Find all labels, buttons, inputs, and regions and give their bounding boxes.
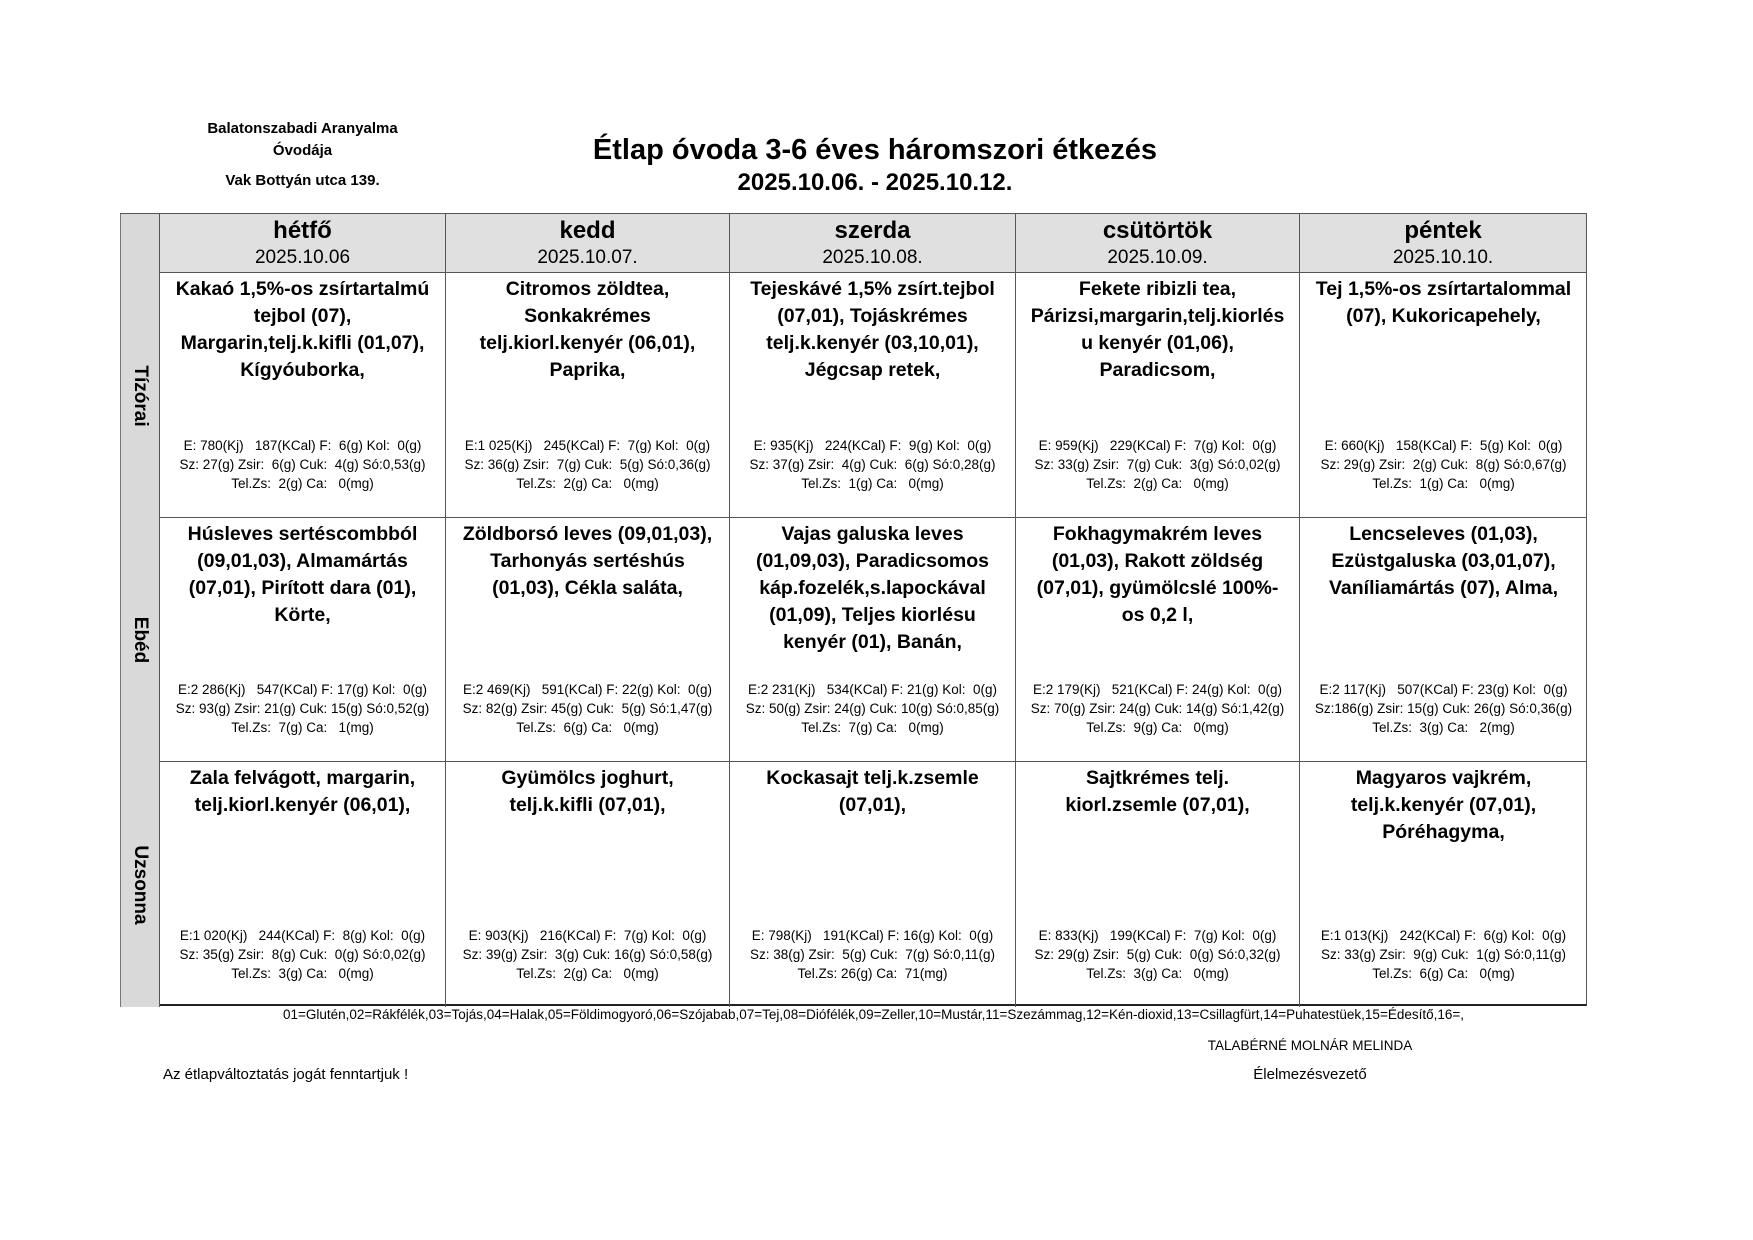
menu-cell: [730, 518, 1016, 762]
day-date: 2025.10.09.: [1107, 247, 1208, 268]
menu-cell: [1016, 518, 1300, 762]
nutrition-info: [160, 680, 445, 737]
nutrition-line: E:1 025(Kj) 245(KCal) F: 7(g) Kol: 0(g): [464, 438, 711, 453]
menu-cell: [730, 762, 1016, 1007]
nutrition-line: Tel.Zs: 3(g) Ca: 2(mg): [1372, 720, 1515, 735]
nutrition-line: E: 780(Kj) 187(KCal) F: 6(g) Kol: 0(g): [183, 438, 422, 453]
org-address: Vak Bottyán utca 139.: [225, 172, 380, 189]
nutrition-info: [1016, 926, 1299, 983]
nutrition-info: [446, 680, 729, 737]
menu-line: káp.fozelék,s.lapockával: [759, 577, 986, 599]
nutrition-info: [160, 436, 445, 493]
menu-items: [160, 762, 445, 819]
nutrition-line: Sz: 27(g) Zsir: 6(g) Cuk: 4(g) Só:0,53(g): [179, 457, 426, 472]
menu-line: (01,09), Teljes kiorlésu: [769, 604, 976, 626]
menu-line: telj.k.kifli (07,01),: [509, 794, 666, 816]
nutrition-info: [1300, 926, 1587, 983]
menu-line: Magyaros vajkrém,: [1355, 767, 1532, 789]
menu-line: (07,01),: [838, 794, 907, 816]
menu-line: Gyümölcs joghurt,: [501, 767, 674, 789]
menu-items: [446, 273, 729, 384]
org-name-line2: Óvodája: [272, 142, 333, 159]
menu-line: Párizsi,margarin,telj.kiorlés: [1030, 305, 1285, 327]
date-range: 2025.10.06. - 2025.10.12.: [737, 169, 1013, 196]
menu-line: tejbol (07),: [253, 305, 352, 327]
nutrition-line: Sz: 33(g) Zsir: 9(g) Cuk: 1(g) Só:0,11(g): [1320, 947, 1567, 962]
day-header-4: [1300, 214, 1587, 273]
day-date: 2025.10.08.: [822, 247, 923, 268]
nutrition-info: [160, 926, 445, 983]
menu-line: u kenyér (01,06),: [1081, 332, 1234, 354]
nutrition-line: Tel.Zs: 7(g) Ca: 0(mg): [801, 720, 944, 735]
menu-cell: [160, 273, 446, 518]
allergen-legend: 01=Glutén,02=Rákfélék,03=Tojás,04=Halak,05=Földimogyoró,06=Szójabab,07=Tej,08=Diófélék,09=Zeller,10=Mustár,11=Szezámmag,12=Kén-dioxid,13=Csillagfürt,14=Puhatestüek,15=Édesítő,16=,: [282, 1007, 1465, 1022]
day-name: kedd: [559, 217, 616, 244]
nutrition-line: Sz: 29(g) Zsir: 5(g) Cuk: 0(g) Só:0,32(g): [1034, 947, 1281, 962]
menu-line: telj.k.kenyér (07,01),: [1350, 794, 1537, 816]
meal-label: Uzsonna: [130, 844, 151, 925]
menu-line: Citromos zöldtea,: [505, 278, 670, 300]
nutrition-line: Tel.Zs: 9(g) Ca: 0(mg): [1086, 720, 1229, 735]
menu-items: [446, 518, 729, 602]
meal-row-label-0: [120, 273, 160, 518]
menu-line: telj.kiorl.kenyér (06,01),: [479, 332, 696, 354]
nutrition-line: E:2 286(Kj) 547(KCal) F: 17(g) Kol: 0(g): [177, 682, 428, 697]
nutrition-line: Sz: 33(g) Zsir: 7(g) Cuk: 3(g) Só:0,02(g): [1034, 457, 1281, 472]
day-date: 2025.10.07.: [537, 247, 638, 268]
menu-title-block: [440, 132, 1310, 198]
menu-line: (01,03), Rakott zöldség: [1051, 550, 1264, 572]
menu-line: Zöldborsó leves (09,01,03),: [462, 523, 713, 545]
menu-items: [446, 762, 729, 819]
menu-line: (09,01,03), Almamártás: [197, 550, 408, 572]
menu-items: [1300, 762, 1587, 846]
nutrition-line: Sz: 39(g) Zsir: 3(g) Cuk: 16(g) Só:0,58(g): [462, 947, 713, 962]
day-name: hétfő: [273, 217, 332, 244]
nutrition-line: E: 798(Kj) 191(KCal) F: 16(g) Kol: 0(g): [751, 928, 994, 943]
menu-line: (07), Kukoricapehely,: [1346, 305, 1541, 327]
nutrition-line: E: 660(Kj) 158(KCal) F: 5(g) Kol: 0(g): [1324, 438, 1563, 453]
menu-items: [1016, 273, 1299, 384]
menu-items: [1016, 762, 1299, 819]
nutrition-info: [1016, 436, 1299, 493]
menu-line: (01,09,03), Paradicsomos: [755, 550, 990, 572]
menu-line: Margarin,telj.k.kifli (01,07),: [180, 332, 425, 354]
nutrition-line: Tel.Zs: 2(g) Ca: 0(mg): [516, 966, 659, 981]
menu-line: Fokhagymakrém leves: [1052, 523, 1263, 545]
nutrition-line: Sz: 29(g) Zsir: 2(g) Cuk: 8(g) Só:0,67(g): [1320, 457, 1567, 472]
menu-line: Tej 1,5%-os zsírtartalommal: [1315, 278, 1572, 300]
nutrition-line: Sz: 82(g) Zsir: 45(g) Cuk: 5(g) Só:1,47(g): [462, 701, 713, 716]
menu-line: Paradicsom,: [1099, 359, 1216, 381]
menu-line: Vaníliamártás (07), Alma,: [1328, 577, 1559, 599]
day-name: csütörtök: [1102, 217, 1213, 244]
nutrition-info: [730, 436, 1015, 493]
nutrition-line: Sz: 36(g) Zsir: 7(g) Cuk: 5(g) Só:0,36(g): [464, 457, 711, 472]
nutrition-line: Tel.Zs: 1(g) Ca: 0(mg): [1372, 476, 1515, 491]
signer-role: Élelmezésvezető: [1253, 1066, 1367, 1083]
menu-items: [1300, 518, 1587, 602]
nutrition-line: E:1 020(Kj) 244(KCal) F: 8(g) Kol: 0(g): [179, 928, 426, 943]
change-notice: Az étlapváltoztatás jogát fenntartjuk !: [163, 1066, 409, 1083]
nutrition-line: E: 833(Kj) 199(KCal) F: 7(g) Kol: 0(g): [1038, 928, 1277, 943]
nutrition-info: [730, 680, 1015, 737]
meal-row-label-2: [120, 762, 160, 1007]
day-header-2: [730, 214, 1016, 273]
table-corner: [120, 214, 160, 273]
menu-cell: [160, 762, 446, 1007]
nutrition-line: Tel.Zs: 6(g) Ca: 0(mg): [516, 720, 659, 735]
day-header-3: [1016, 214, 1300, 273]
day-name: péntek: [1404, 217, 1482, 244]
nutrition-line: Tel.Zs: 6(g) Ca: 0(mg): [1372, 966, 1515, 981]
menu-items: [730, 273, 1015, 384]
menu-line: Húsleves sertéscombból: [187, 523, 418, 545]
nutrition-line: E:2 117(Kj) 507(KCal) F: 23(g) Kol: 0(g): [1319, 682, 1568, 697]
menu-line: Ezüstgaluska (03,01,07),: [1331, 550, 1556, 572]
nutrition-line: E: 935(Kj) 224(KCal) F: 9(g) Kol: 0(g): [753, 438, 992, 453]
menu-items: [1016, 518, 1299, 629]
menu-line: Sajtkrémes telj.: [1085, 767, 1230, 789]
menu-line: Lencseleves (01,03),: [1349, 523, 1538, 545]
menu-line: Póréhagyma,: [1382, 821, 1505, 843]
nutrition-line: Tel.Zs: 1(g) Ca: 0(mg): [801, 476, 944, 491]
nutrition-info: [1016, 680, 1299, 737]
menu-cell: [446, 273, 730, 518]
nutrition-line: Tel.Zs: 2(g) Ca: 0(mg): [231, 476, 374, 491]
menu-cell: [160, 518, 446, 762]
nutrition-info: [730, 926, 1015, 983]
menu-line: Zala felvágott, margarin,: [189, 767, 416, 789]
nutrition-line: Sz: 38(g) Zsir: 5(g) Cuk: 7(g) Só:0,11(g): [749, 947, 996, 962]
nutrition-line: Sz:186(g) Zsir: 15(g) Cuk: 26(g) Só:0,36(g): [1314, 701, 1573, 716]
menu-line: (01,03), Cékla saláta,: [492, 577, 683, 599]
nutrition-line: E: 959(Kj) 229(KCal) F: 7(g) Kol: 0(g): [1038, 438, 1277, 453]
menu-table: [120, 213, 1587, 1006]
page-title: Étlap óvoda 3-6 éves háromszori étkezés: [592, 134, 1158, 166]
nutrition-line: Sz: 93(g) Zsir: 21(g) Cuk: 15(g) Só:0,52(g): [175, 701, 430, 716]
org-name-line1: Balatonszabadi Aranyalma: [207, 120, 398, 137]
menu-cell: [1016, 762, 1300, 1007]
menu-line: Sonkakrémes: [524, 305, 651, 327]
organization-info: [180, 118, 425, 192]
nutrition-info: [446, 926, 729, 983]
nutrition-line: Sz: 37(g) Zsir: 4(g) Cuk: 6(g) Só:0,28(g): [749, 457, 996, 472]
nutrition-info: [1300, 436, 1587, 493]
nutrition-line: Tel.Zs: 2(g) Ca: 0(mg): [1086, 476, 1229, 491]
menu-line: kiorl.zsemle (07,01),: [1065, 794, 1250, 816]
menu-items: [730, 518, 1015, 656]
meal-label: Ebéd: [130, 616, 151, 664]
menu-cell: [446, 762, 730, 1007]
nutrition-info: [1300, 680, 1587, 737]
menu-line: Kígyóuborka,: [240, 359, 365, 381]
nutrition-line: Tel.Zs: 2(g) Ca: 0(mg): [516, 476, 659, 491]
day-header-0: [160, 214, 446, 273]
nutrition-line: E:1 013(Kj) 242(KCal) F: 6(g) Kol: 0(g): [1320, 928, 1567, 943]
day-date: 2025.10.06: [254, 247, 351, 268]
signer-name: TALABÉRNÉ MOLNÁR MELINDA: [1207, 1038, 1413, 1053]
menu-line: telj.kiorl.kenyér (06,01),: [194, 794, 411, 816]
menu-line: (07,01), Tojáskrémes: [777, 305, 968, 327]
menu-line: Tejeskávé 1,5% zsírt.tejbol: [750, 278, 995, 300]
nutrition-line: Tel.Zs: 26(g) Ca: 71(mg): [797, 966, 948, 981]
menu-items: [730, 762, 1015, 819]
menu-cell: [1300, 273, 1587, 518]
menu-cell: [1016, 273, 1300, 518]
nutrition-line: Sz: 70(g) Zsir: 24(g) Cuk: 14(g) Só:1,42(g): [1030, 701, 1285, 716]
menu-line: Jégcsap retek,: [804, 359, 941, 381]
menu-cell: [730, 273, 1016, 518]
day-header-1: [446, 214, 730, 273]
menu-cell: [446, 518, 730, 762]
menu-line: kenyér (01), Banán,: [783, 631, 962, 653]
nutrition-line: Tel.Zs: 7(g) Ca: 1(mg): [231, 720, 374, 735]
nutrition-line: E: 903(Kj) 216(KCal) F: 7(g) Kol: 0(g): [468, 928, 707, 943]
nutrition-line: E:2 231(Kj) 534(KCal) F: 21(g) Kol: 0(g): [747, 682, 998, 697]
meal-label: Tízórai: [130, 364, 151, 427]
menu-cell: [1300, 762, 1587, 1007]
menu-line: (07,01), gyümölcslé 100%-: [1036, 577, 1279, 599]
nutrition-line: Sz: 35(g) Zsir: 8(g) Cuk: 0(g) Só:0,02(g): [179, 947, 426, 962]
menu-items: [160, 273, 445, 384]
menu-items: [160, 518, 445, 629]
menu-items: [1300, 273, 1587, 330]
menu-line: telj.k.kenyér (03,10,01),: [766, 332, 979, 354]
menu-line: Fekete ribizli tea,: [1078, 278, 1237, 300]
nutrition-line: E:2 179(Kj) 521(KCal) F: 24(g) Kol: 0(g): [1032, 682, 1283, 697]
nutrition-line: Tel.Zs: 3(g) Ca: 0(mg): [1086, 966, 1229, 981]
menu-line: Kakaó 1,5%-os zsírtartalmú: [175, 278, 430, 300]
menu-line: Tarhonyás sertéshús: [490, 550, 685, 572]
day-name: szerda: [834, 217, 911, 244]
menu-cell: [1300, 518, 1587, 762]
meal-row-label-1: [120, 518, 160, 762]
menu-line: (07,01), Pirított dara (01),: [188, 577, 417, 599]
nutrition-line: E:2 469(Kj) 591(KCal) F: 22(g) Kol: 0(g): [462, 682, 713, 697]
menu-line: os 0,2 l,: [1121, 604, 1194, 626]
menu-line: Körte,: [274, 604, 331, 626]
menu-line: Kockasajt telj.k.zsemle: [766, 767, 979, 789]
menu-line: Vajas galuska leves: [781, 523, 964, 545]
nutrition-line: Sz: 50(g) Zsir: 24(g) Cuk: 10(g) Só:0,85(g): [745, 701, 1000, 716]
nutrition-info: [446, 436, 729, 493]
day-date: 2025.10.10.: [1392, 247, 1494, 268]
nutrition-line: Tel.Zs: 3(g) Ca: 0(mg): [231, 966, 374, 981]
menu-line: Paprika,: [549, 359, 626, 381]
